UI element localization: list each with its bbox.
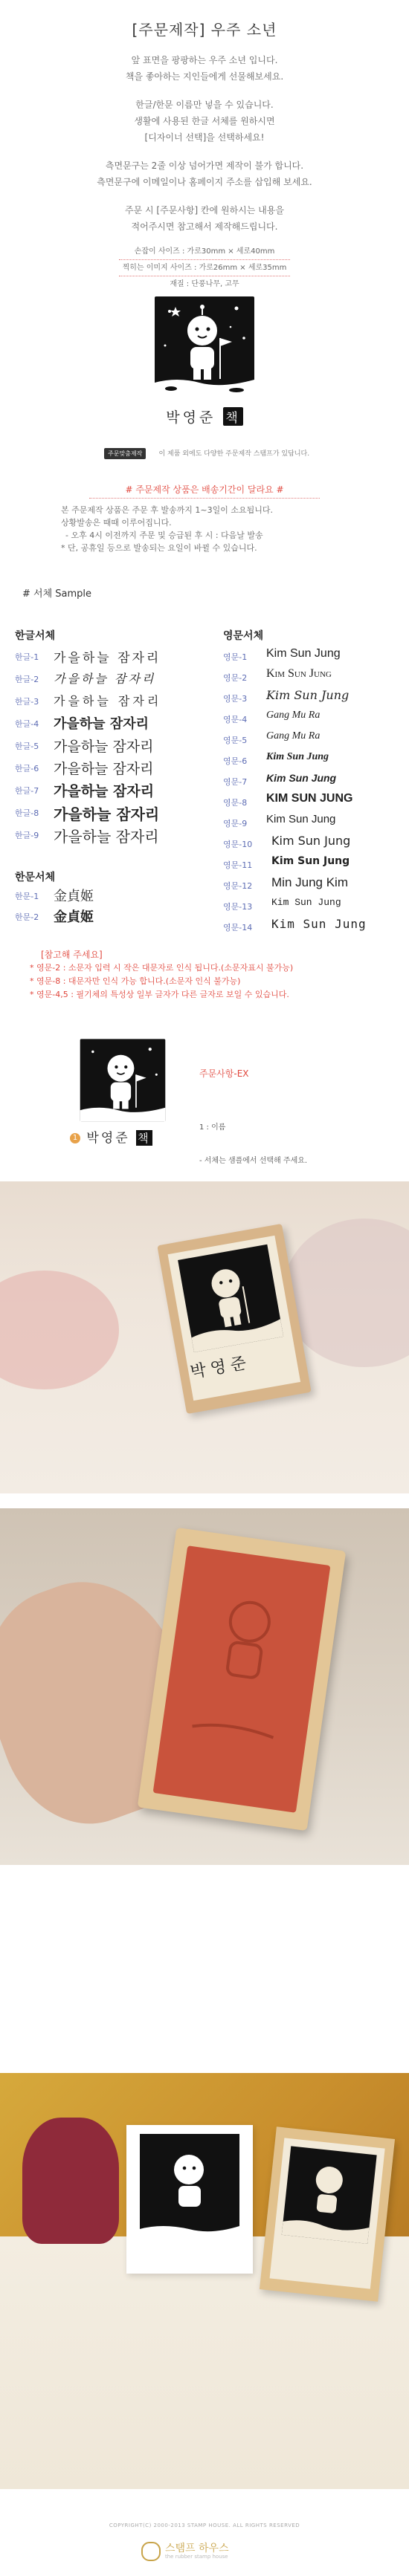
font-sample: 가을하늘 잠자리 bbox=[54, 805, 160, 823]
brand-logo-icon bbox=[141, 2542, 161, 2561]
name-line: 한글/한문 이름만 넣을 수 있습니다. bbox=[135, 100, 274, 110]
font-sample: 金貞姬 bbox=[54, 909, 94, 925]
font-label: 영문-4 bbox=[223, 715, 248, 724]
font-sample: 가을하늘 잠자리 bbox=[54, 783, 155, 799]
spec-material: 재질 : 단풍나무, 고무 bbox=[170, 280, 239, 288]
side-text-paragraph bbox=[0, 158, 409, 190]
font-label: 영문-6 bbox=[223, 756, 248, 766]
rubber-face bbox=[153, 1545, 331, 1813]
font-sample: Kim Sun Jung bbox=[271, 855, 350, 867]
product-photo-stamped bbox=[0, 2073, 409, 2489]
font-label: 영문-10 bbox=[223, 840, 253, 849]
side-text-line: 측면문구는 2줄 이상 넘어가면 제작이 불가 합니다. bbox=[105, 160, 304, 171]
spec-handle: 손잡이 사이즈 : 가로30mm × 세로40mm bbox=[134, 247, 275, 256]
font-sample: 金貞姬 bbox=[54, 889, 94, 904]
font-sample: Kim Sun Jung bbox=[266, 813, 336, 825]
font-label: 한글-9 bbox=[15, 831, 39, 840]
wooden-stamp-block bbox=[138, 1528, 347, 1831]
astronaut-stamp-icon bbox=[74, 1036, 171, 1124]
astronaut-stamp-icon bbox=[270, 2138, 385, 2288]
font-sample: Kim Sun Jung bbox=[271, 897, 341, 908]
shipping-notice-body bbox=[61, 504, 358, 554]
font-sample: 가을하늘 잠자리 bbox=[54, 739, 154, 755]
font-sample: 가을하늘 잠자리 bbox=[54, 761, 154, 777]
order-line: 적어주시면 참고해서 제작해드립니다. bbox=[131, 221, 278, 232]
divider bbox=[119, 259, 290, 260]
product-photo-rubber bbox=[0, 1508, 409, 1865]
intro-line: 책을 좋아하는 지인들에게 선물해보세요. bbox=[125, 71, 284, 82]
wooden-stamp-block bbox=[260, 2126, 395, 2302]
font-label: 영문-14 bbox=[223, 923, 253, 932]
font-label: 한글-4 bbox=[15, 719, 39, 729]
side-text-line: 측면문구에 이메일이나 홈페이지 주소를 삽입해 보세요. bbox=[97, 177, 312, 187]
tag-row bbox=[104, 444, 309, 459]
english-font-heading: 영문서체 bbox=[223, 630, 264, 642]
font-sample: 가을하늘 잠자리 bbox=[54, 694, 162, 708]
intro-paragraph bbox=[0, 52, 409, 85]
notice-line: - 오후 4시 이전까지 주문 및 승급된 후 시 : 다음날 발송 bbox=[65, 531, 263, 540]
example-stamp-name: 박영준 bbox=[86, 1131, 130, 1146]
wooden-stamp-block bbox=[157, 1224, 311, 1414]
name-paragraph bbox=[0, 97, 409, 146]
font-sample: Kim Sun Jung bbox=[271, 917, 367, 931]
example-line: - 서체는 샘플에서 선택해 주세요. bbox=[199, 1157, 308, 1165]
font-sample: Kim Sun Jung bbox=[266, 751, 329, 762]
number-badge: 1 bbox=[70, 1133, 80, 1143]
font-label: 한문-1 bbox=[15, 892, 39, 901]
font-label: 한글-8 bbox=[15, 808, 39, 818]
astronaut-print-icon bbox=[126, 2125, 253, 2274]
font-sample: 가을하늘 잠자리 bbox=[54, 828, 159, 846]
tag-description: 이 제품 외에도 다양한 주문제작 스탬프가 있답니다. bbox=[158, 450, 310, 458]
font-sample: Kim Sun Jung bbox=[266, 667, 332, 680]
font-label: 한문-2 bbox=[15, 912, 39, 922]
font-label: 한글-1 bbox=[15, 652, 39, 662]
flower-blur bbox=[0, 1271, 119, 1389]
example-name-row bbox=[70, 1127, 175, 1146]
font-label: 영문-2 bbox=[223, 673, 248, 683]
notice-heading-text: # 주문제작 상품은 배송기간이 달라요 # bbox=[125, 484, 284, 495]
font-label: 영문-3 bbox=[223, 694, 248, 704]
copyright: COPYRIGHT(C) 2000-2013 STAMP HOUSE. ALL RIGHTS RESERVED bbox=[109, 2523, 300, 2528]
intro-line: 앞 표면을 팡팡하는 우주 소년 입니다. bbox=[131, 55, 278, 65]
font-sample: 가을하늘 잠자리 bbox=[54, 716, 149, 732]
brand-subtitle: the rubber stamp house bbox=[165, 2554, 228, 2560]
font-label: 한글-5 bbox=[15, 742, 39, 751]
korean-font-heading: 한글서체 bbox=[15, 630, 56, 642]
font-label: 영문-8 bbox=[223, 798, 248, 808]
shipping-notice-heading bbox=[0, 483, 409, 496]
font-label: 영문-1 bbox=[223, 652, 248, 662]
custom-order-tag: 주문맞춤제작 bbox=[104, 448, 146, 459]
reference-line: * 영문-2 : 소문자 입력 시 작은 대문자로 인식 됩니다.(소문자표시 불가능) bbox=[30, 963, 294, 973]
font-section-title: # 서체 Sample bbox=[22, 588, 92, 600]
stamp-name: 박영준 bbox=[166, 409, 216, 426]
order-line: 주문 시 [주문사항] 칸에 원하시는 내용을 bbox=[125, 205, 284, 215]
font-label: 영문-9 bbox=[223, 819, 248, 828]
font-label: 영문-13 bbox=[223, 902, 253, 912]
font-sample: Kim Sun Jung bbox=[266, 688, 350, 702]
stamp-face bbox=[168, 1236, 301, 1401]
name-line: [디자이너 선택]을 선택하세요! bbox=[144, 132, 265, 143]
footer-brand bbox=[141, 2540, 268, 2562]
font-sample: 가을하늘 잠자리 bbox=[54, 672, 156, 686]
reference-line: * 영문-8 : 대문자만 인식 가능 합니다.(소문자 인식 불가능) bbox=[30, 976, 241, 986]
photo-stamp-name-text: 박영준 bbox=[189, 1353, 252, 1383]
stamp-badge: 책 bbox=[223, 407, 242, 426]
font-label: 한글-6 bbox=[15, 764, 39, 773]
reference-line: * 영문-4,5 : 필기체의 특성상 일부 글자가 다른 글자로 보일 수 있습니다. bbox=[30, 990, 289, 999]
stamp-face bbox=[270, 2138, 385, 2288]
spec-image: 찍히는 이미지 사이즈 : 가로26mm × 세로35mm bbox=[122, 264, 287, 272]
stamped-paper bbox=[126, 2125, 253, 2274]
page-title: [주문제작] 우주 소년 bbox=[132, 21, 277, 39]
font-sample: 가을하늘 잠자리 bbox=[54, 651, 161, 666]
hanja-font-heading: 한문서체 bbox=[15, 872, 56, 883]
example-stamp bbox=[74, 1036, 171, 1148]
font-label: 한글-2 bbox=[15, 675, 39, 684]
brand-name: 스탬프 하우스 bbox=[165, 2543, 229, 2554]
monster-figure bbox=[22, 2118, 119, 2244]
font-label: 영문-7 bbox=[223, 777, 248, 787]
font-label: 영문-11 bbox=[223, 860, 253, 870]
notice-line: 본 주문제작 상품은 주문 후 발송까지 1~3일이 소요됩니다. bbox=[61, 505, 273, 515]
example-line: 1 : 이름 bbox=[199, 1123, 226, 1132]
font-sample: Gang Mu Ra bbox=[266, 730, 321, 742]
specs-block bbox=[74, 245, 335, 291]
product-photo-front bbox=[0, 1181, 409, 1493]
reference-heading: [참고해 주세요] bbox=[41, 950, 103, 960]
font-label: 한글-3 bbox=[15, 697, 39, 707]
font-sample: Min Jung Kim bbox=[271, 875, 348, 889]
notice-line: * 단, 공휴일 등으로 발송되는 요일이 바뀔 수 있습니다. bbox=[61, 543, 257, 553]
font-sample: KIM SUN JUNG bbox=[266, 792, 353, 805]
font-label: 한글-7 bbox=[15, 786, 39, 796]
example-stamp-badge: 책 bbox=[138, 1132, 151, 1145]
font-label: 영문-12 bbox=[223, 881, 253, 891]
reference-notes bbox=[30, 961, 387, 1002]
stamp-name-row bbox=[156, 406, 253, 426]
font-sample: Kim Sun Jung bbox=[266, 647, 341, 660]
font-sample: Kim Sun Jung bbox=[271, 834, 351, 848]
order-paragraph bbox=[0, 202, 409, 235]
astronaut-stamp-icon bbox=[168, 1236, 301, 1401]
order-example-heading: 주문사항-EX bbox=[199, 1068, 249, 1079]
font-sample: Gang Mu Ra bbox=[266, 710, 321, 721]
font-sample: Kim Sun Jung bbox=[266, 772, 337, 784]
font-label: 영문-5 bbox=[223, 736, 248, 745]
notice-divider bbox=[89, 498, 320, 499]
astronaut-rubber-icon bbox=[153, 1545, 331, 1813]
notice-line: 상황발송은 때때 이루어집니다. bbox=[61, 518, 172, 528]
name-line: 생활에 사용된 한글 서체를 원하시면 bbox=[134, 116, 275, 126]
